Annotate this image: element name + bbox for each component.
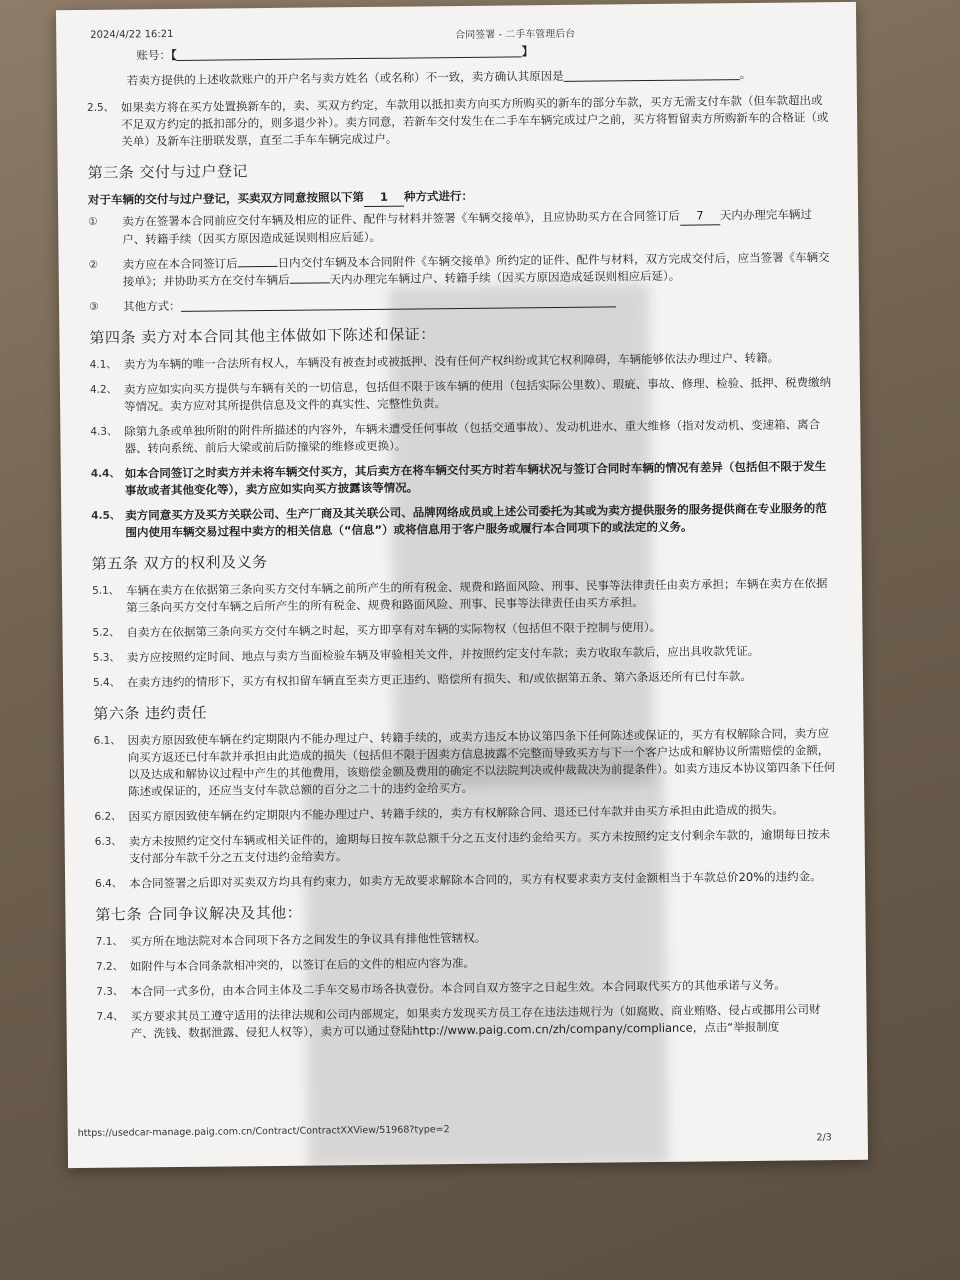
days-blank — [238, 266, 278, 267]
clause-text: 买方所在地法院对本合同项下各方之间发生的争议具有排他性管辖权。 — [129, 930, 487, 949]
clause-text: 如果卖方将在买方处置换新车的，卖、买双方约定，车款用以抵扣卖方向买方所购买的新车的部分车款，买方无需支付车款（但车款超出或不足双方约定的抵扣部分的，则多退少补）。卖方同意，若新车交付发生在二手车车辆完成过户之前，买方将暂留卖方所购新车的合格证（或关单）及新车注册联发票，直至二手车车辆完成过户。 — [120, 93, 829, 149]
clause-text: 买方要求其员工遵守适用的法律法规和公司内部规定，如果卖方发现买方员工存在违法违规行为（如腐败、商业贿赂、侵占或挪用公司财产、洗钱、数据泄露、侵犯人权等），卖方可以通过登陆http://www.paig.com.cn/zh/company/compliance，点击“举报制度 — [130, 1002, 821, 1041]
option-number: ③ — [89, 300, 99, 313]
clause-text: 卖方为车辆的唯一合法所有权人，车辆没有被查封或被抵押、没有任何产权纠纷或其它权利障碍，车辆能够依法办理过户、转籍。 — [123, 350, 780, 372]
clause-item — [96, 926, 840, 951]
page-url: https://usedcar-manage.paig.com.cn/Contract/ContractXXView/51968?type=2 — [77, 1124, 450, 1140]
clause-item — [90, 416, 834, 458]
clause-number: 4.4、 — [90, 467, 120, 480]
section-3-title: 第三条 交付与过户登记 — [87, 162, 249, 182]
clause-number: 5.3、 — [92, 651, 121, 664]
clause-number: 4.2、 — [89, 383, 118, 396]
other-method-blank — [180, 294, 615, 312]
clause-item — [95, 826, 839, 868]
clause-item — [96, 951, 840, 976]
page-title: 合同签署 - 二手车管理后台 — [455, 28, 576, 42]
clause-text: 车辆在卖方在依据第三条向买方交付车辆之前所产生的所有税金、规费和路面风险、刑事、民事等法律责任由卖方承担；车辆在卖方在依据第三条向买方交付车辆之后所产生的所有税金、规费和路面风险、刑事、民事等法律责任由买方承担。 — [125, 576, 828, 615]
clause-number: 5.4、 — [92, 676, 121, 689]
option-text-c: 天内办理完车辆过户、转籍手续（因买方原因造成延误则相应后延）。 — [329, 268, 681, 287]
clause-number: 5.2、 — [92, 626, 120, 639]
reason-period: 。 — [739, 66, 752, 82]
section-7-title: 第七条 合同争议解决及其他： — [95, 903, 303, 924]
clause-2-5 — [87, 92, 831, 151]
option-label: 其他方式： — [122, 298, 181, 314]
clause-text: 如本合同签订之时卖方并未将车辆交付买方，其后卖方在将车辆交付买方时若车辆状况与签订合同时车辆的情况有差异（包括但不限于发生事故或者其他变化等），卖方应如实向买方披露该等情况。 — [124, 459, 827, 498]
clause-number: 4.3、 — [90, 425, 118, 438]
section-3-intro — [88, 184, 832, 210]
clause-number: 7.1、 — [95, 935, 123, 948]
option-number: ① — [88, 215, 98, 228]
clause-item — [92, 575, 836, 617]
option-text — [123, 249, 833, 290]
clause-item — [93, 667, 837, 692]
reason-line — [87, 65, 831, 90]
page-number: 2/3 — [816, 1132, 832, 1144]
method-choice: 1 — [364, 189, 404, 207]
reason-text: 若卖方提供的上述收款账户的开户名与卖方姓名（或名称）不一致，卖方确认其原因是 — [126, 68, 564, 88]
clause-text: 卖方应如实向买方提供与车辆有关的一切信息，包括但不限于该车辆的使用（包括实际公里数）、瑕疵、事故、修理、检验、抵押、税费缴纳等情况。卖方应对其所提供信息及文件的真实性、完整性负责。 — [123, 375, 832, 414]
clause-text: 除第九条或单独所附的附件所描述的内容外，车辆未遭受任何事故（包括交通事故）、发动机进水、重大维修（指对发动机、变速箱、离合器、转向系统、前后大梁或前后防撞梁的维修或更换）。 — [124, 417, 821, 456]
account-label: 账号： — [136, 48, 172, 63]
delivery-option-1 — [88, 206, 832, 249]
section-6-list — [94, 725, 840, 893]
clause-number: 4.5、 — [91, 509, 121, 522]
days-value: 7 — [680, 207, 720, 225]
reason-blank — [564, 67, 740, 82]
clause-text: 卖方同意买方及买方关联公司、生产厂商及其关联公司、品牌网络成员或上述公司委托为其或为卖方提供服务的服务提供商在专业服务的范围内使用车辆交易过程中卖方的相关信息（“信息”）或将信息用于客户服务或履行本合同项下的或法定的义务。 — [125, 501, 827, 540]
clause-item — [93, 642, 837, 667]
clause-item — [91, 458, 835, 500]
contract-page — [56, 2, 868, 1168]
clause-text: 因卖方原因致使车辆在约定期限内不能办理过户、转籍手续的，或卖方违反本协议第四条下任何陈述或保证的，买方有权解除合同，卖方应向买方返还已付车款并承担由此造成的损失（包括但不限于因卖方信息披露不完整而导致买方与下一个客户达成和解协议所需赔偿的金额，以及达成和解协议过程中产生的其他费用，该赔偿金额及费用的确定不以法院判决或仲裁裁决为前提条件）。如卖方违反本协议第四条下任何陈述或保证的，还应当支付车款总额的百分之二十的违约金给买方。 — [127, 726, 836, 799]
bracket-open: 【 — [170, 47, 177, 63]
clause-item — [96, 1001, 840, 1043]
option-text-a: 卖方应在本合同签订后 — [122, 256, 238, 272]
option-number: ② — [88, 258, 99, 271]
section-4-title: 第四条 卖方对本合同其他主体做如下陈述和保证： — [89, 325, 436, 347]
clause-text: 卖方应按照约定时间、地点与卖方当面检验车辆及审验相关文件，并按照约定支付车款；卖方收取车款后，应出具收款凭证。 — [126, 643, 760, 665]
clause-text: 本合同一式多份，由本合同主体及二手车交易市场各执壹份。本合同自双方签字之日起生效。本合同取代买方的其他承诺与义务。 — [130, 977, 786, 999]
clause-text: 本合同签署之后即对买卖双方均具有约束力，如卖方无故要求解除本合同的，买方有权要求卖方支付金额相当于车款总价20%的违约金。 — [129, 869, 822, 891]
clause-text: 如附件与本合同条款相冲突的，以签订在后的文件的相应内容为准。 — [129, 955, 476, 974]
clause-number: 6.1、 — [93, 734, 121, 747]
clause-text: 在卖方违约的情形下，买方有权扣留车辆直至卖方更正违约、赔偿所有损失、和/或依据第五条、第六条返还所有已付车款。 — [126, 668, 752, 690]
intro-text-end: 种方式进行： — [403, 188, 473, 204]
print-date: 2024/4/22 16:21 — [90, 28, 174, 41]
clause-text: 因买方原因致使车辆在约定期限内不能办理过户、转籍手续的，卖方有权解除合同、退还已付车款并由买方承担由此造成的损失。 — [128, 802, 784, 824]
option-text — [123, 291, 833, 315]
section-5-title: 第五条 双方的权利及义务 — [91, 553, 268, 573]
clause-item — [95, 868, 839, 893]
clause-item — [91, 500, 835, 542]
clause-number: 7.4、 — [96, 1010, 124, 1023]
contract-body — [86, 40, 840, 1051]
clause-number: 7.2、 — [95, 960, 124, 973]
clause-item — [94, 725, 839, 801]
clause-number: 6.4、 — [95, 877, 123, 890]
clause-number: 6.3、 — [94, 835, 122, 848]
section-4-list — [90, 349, 836, 542]
clause-number: 7.3、 — [96, 985, 124, 998]
clause-text: 自卖方在依据第三条向买方交付车辆之时起，买方即享有对车辆的实际物权（包括但不限于控制与使用）。 — [126, 619, 662, 640]
option-text-b: 日内交付车辆及本合同附件《车辆交接单》所约定的证件、配件与材料，双方完成交付后，应当签署《车辆交接单》；并协助买方在交付车辆后 — [122, 250, 830, 289]
clause-item — [90, 349, 834, 374]
delivery-option-2 — [89, 249, 833, 291]
clause-item — [90, 374, 834, 416]
clause-number: 6.2、 — [94, 810, 122, 823]
section-7-list — [96, 926, 841, 1043]
clause-item — [96, 976, 840, 1001]
clause-text: 卖方未按照约定交付车辆或相关证件的，逾期每日按车款总额千分之五支付违约金给买方。买方未按照约定支付剩余车款的，逾期每日按未支付部分车款千分之五支付违约金给卖方。 — [128, 827, 831, 866]
clause-item — [94, 801, 838, 826]
days-blank — [290, 282, 330, 283]
account-blank — [177, 44, 522, 61]
clause-item — [92, 617, 836, 642]
clause-number: 2.5、 — [86, 101, 115, 114]
option-text-a: 卖方在签署本合同前应交付车辆及相应的证件、配件与材料并签署《车辆交接单》，且应协助买方在合同签订后 — [122, 208, 680, 229]
option-text-b: 天内办理完车辆过户、转籍手续（因买方原因造成延误则相应后延）。 — [122, 207, 812, 247]
bracket-close: 】 — [521, 44, 534, 59]
section-6-title: 第六条 违约责任 — [93, 703, 208, 723]
delivery-option-3 — [89, 291, 833, 316]
clause-number: 5.1、 — [91, 584, 120, 597]
intro-text: 对于车辆的交付与过户登记，买卖双方同意按照以下第 — [87, 190, 365, 207]
option-text — [122, 206, 832, 248]
section-5-list — [92, 575, 837, 692]
clause-number: 4.1、 — [89, 358, 117, 371]
